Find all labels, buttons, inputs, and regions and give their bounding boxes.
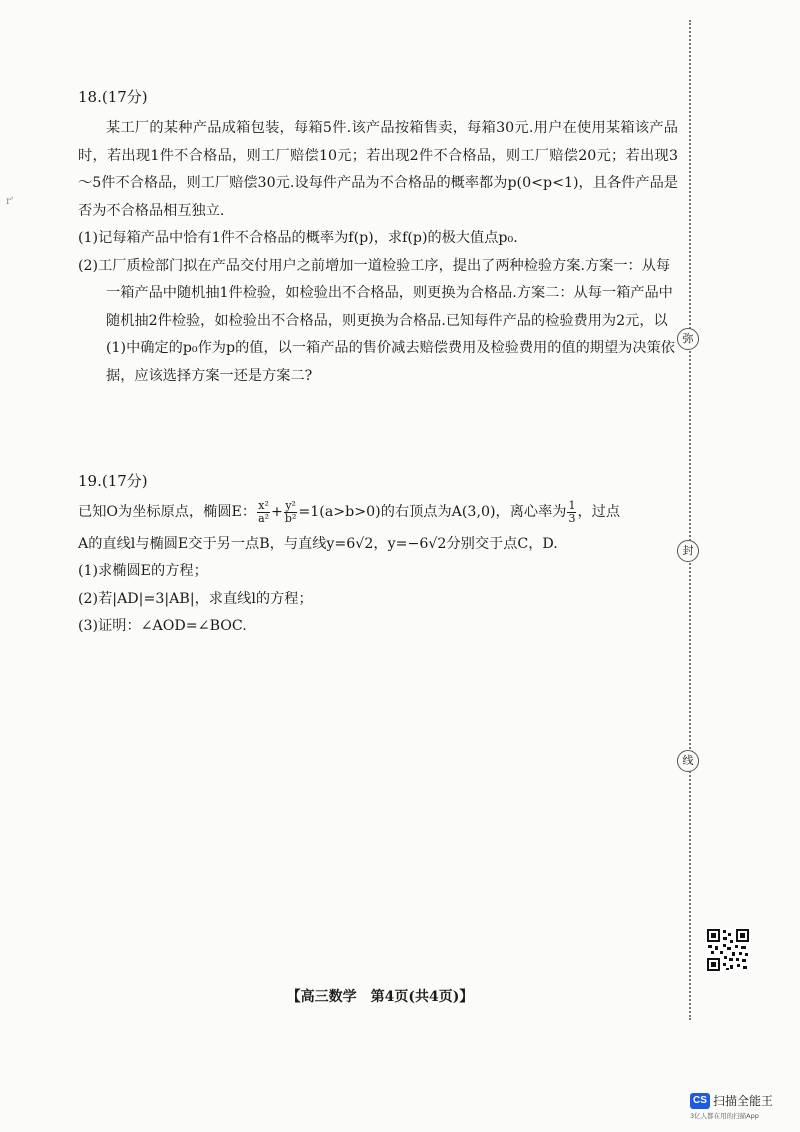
question-19-intro-line-2: A的直线l与椭圆E交于另一点B，与直线y=6√2，y=−6√2分别交于点C，D. [78,535,558,552]
question-18-heading: 18.(17分) [78,88,148,106]
question-19-part-3: (3)证明：∠AOD=∠BOC. [78,618,247,634]
binding-dotted-line [689,20,691,1020]
qr-code-icon [706,928,750,972]
question-18-intro: 某工厂的某种产品成箱包装，每箱5件.该产品按箱售卖，每箱30元.用户在使用某箱该产品时，若出现1件不合格品，则工厂赔偿10元；若出现2件不合格品，则工厂赔偿20元；若出现3～5件不合格品，则工厂赔偿30元.设每件产品为不合格品的概率都为p(0<p<1)，且各件产品是否为不合格品相互独立. [78,120,678,219]
scanner-tagline: 3亿人都在用的扫描App [690,1112,759,1120]
scanner-watermark [690,1090,790,1120]
page-footer: 【高三数学 第4页(共4页)】 [286,989,474,1005]
scanner-app-name: 扫描全能王 [713,1094,774,1108]
question-19-intro-a: 已知O为坐标原点，椭圆E： [78,504,257,520]
question-19-intro-b: =1(a>b>0)的右顶点为A(3,0)，离心率为 [298,504,567,520]
question-19-part-1: (1)求椭圆E的方程； [78,563,208,579]
question-18-part-1: (1)记每箱产品中恰有1件不合格品的概率为f(p)，求f(p)的极大值点p₀. [78,230,518,246]
question-18 [78,86,678,390]
question-19-intro-line-1 [78,499,678,527]
fraction-eccentricity: $\frac{1}{3}$ [568,498,576,525]
seal-char-feng: 封 [677,540,699,562]
seal-char-xian: 线 [677,750,699,772]
question-19 [78,470,678,641]
question-18-part-2: (2)工厂质检部门拟在产品交付用户之前增加一道检验工序，提出了两种检验方案.方案一：从每一箱产品中随机抽1件检验，如检验出不合格品，则更换为合格品.方案二：从每一箱产品中随机抽2件检验，如检验出不合格品，则更换为合格品.已知每件产品的检验费用为2元，以(1)中确定的p₀作为p的值，以一箱产品的售价减去赔偿费用及检验费用的值的期望为决策依据，应该选择方案一还是方案二? [78,257,675,384]
question-19-intro-c: ，过点 [577,504,621,520]
plus-sign: + [271,504,283,520]
fraction-x-squared-over-a-squared: $\frac{\text{x²}}{\text{a²}}$ [258,498,270,525]
fraction-y-squared-over-b-squared: $\frac{\text{y²}}{\text{b²}}$ [284,498,297,525]
question-19-part-2: (2)若|AD|=3|AB|，求直线l的方程； [78,590,313,607]
seal-char-mi: 弥 [677,328,699,350]
camscanner-logo-icon: CS [690,1093,710,1109]
question-19-heading: 19.(17分) [78,472,148,490]
scan-mark: r' [6,196,14,207]
